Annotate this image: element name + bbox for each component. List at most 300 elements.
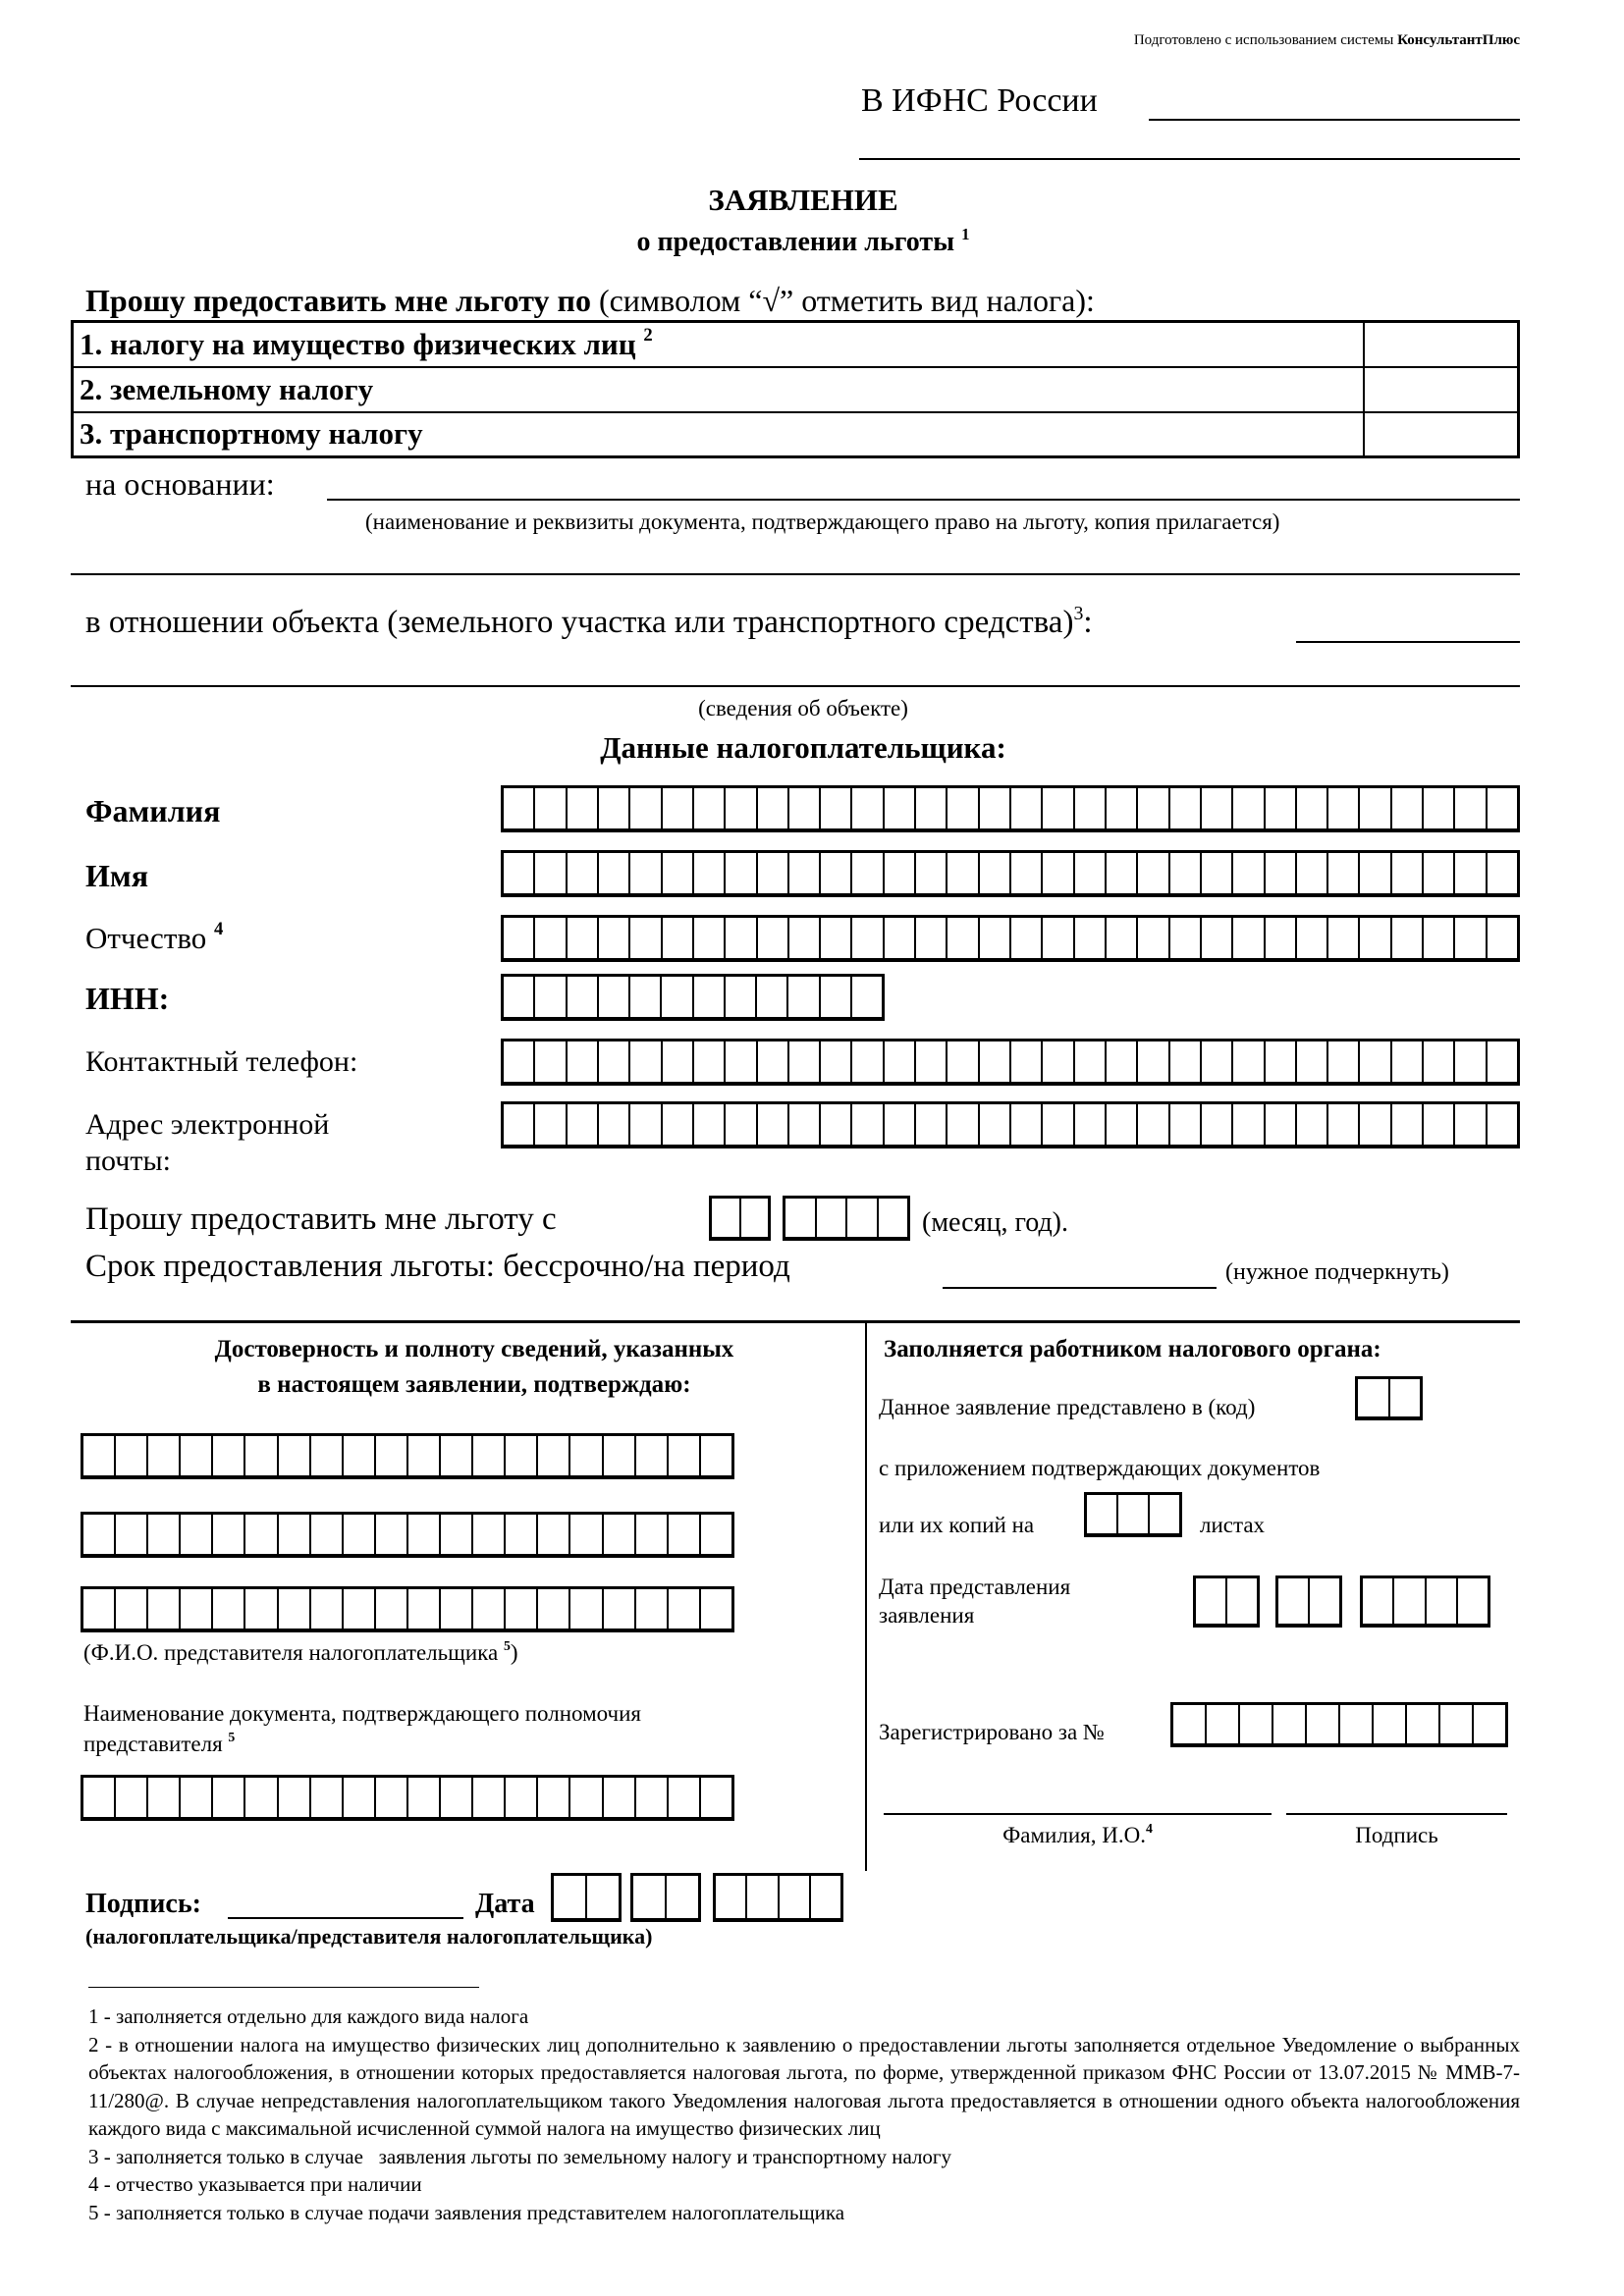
character-cell[interactable] [1266, 1041, 1297, 1082]
character-cell[interactable] [1328, 1041, 1360, 1082]
character-cell[interactable] [726, 1041, 757, 1082]
tax-checkbox-transport[interactable] [1364, 412, 1519, 457]
character-cell[interactable] [538, 1436, 570, 1475]
character-cell[interactable] [758, 1104, 789, 1145]
character-cell[interactable] [1170, 853, 1202, 893]
character-cell[interactable] [279, 1778, 311, 1817]
character-cell[interactable] [1488, 788, 1517, 828]
character-cell[interactable] [408, 1778, 441, 1817]
character-cell[interactable] [538, 1515, 570, 1554]
character-cell[interactable] [376, 1515, 408, 1554]
character-cell[interactable] [1075, 853, 1107, 893]
character-cell[interactable] [441, 1778, 473, 1817]
character-cell[interactable] [1360, 853, 1391, 893]
character-cell[interactable] [1075, 1104, 1107, 1145]
character-cell[interactable] [694, 853, 726, 893]
character-cell[interactable] [1392, 1104, 1424, 1145]
character-cell[interactable] [1488, 918, 1517, 958]
character-cell[interactable] [83, 1778, 116, 1817]
character-cell[interactable] [570, 1515, 603, 1554]
character-cell[interactable] [821, 918, 852, 958]
character-cell[interactable] [916, 1041, 947, 1082]
character-cell[interactable] [821, 788, 852, 828]
representative-doc-input[interactable] [81, 1775, 734, 1821]
character-cell[interactable] [1043, 918, 1074, 958]
character-cell[interactable] [630, 1104, 662, 1145]
character-cell[interactable] [1340, 1705, 1374, 1743]
character-cell[interactable] [245, 1778, 278, 1817]
character-cell[interactable] [311, 1436, 344, 1475]
character-cell[interactable] [758, 918, 789, 958]
character-cell[interactable] [535, 1041, 567, 1082]
character-cell[interactable] [408, 1589, 441, 1629]
character-cell[interactable] [785, 1199, 817, 1237]
character-cell[interactable] [473, 1778, 506, 1817]
character-cell[interactable] [947, 788, 979, 828]
character-cell[interactable] [1297, 918, 1328, 958]
character-cell[interactable] [780, 1876, 811, 1918]
character-cell[interactable] [83, 1436, 116, 1475]
character-cell[interactable] [599, 788, 630, 828]
character-cell[interactable] [885, 853, 916, 893]
character-cell[interactable] [1427, 1578, 1458, 1624]
submitted-code-input[interactable] [1355, 1376, 1423, 1420]
character-cell[interactable] [599, 1104, 630, 1145]
tax-checkbox-property[interactable] [1364, 322, 1519, 367]
character-cell[interactable] [1043, 1104, 1074, 1145]
character-cell[interactable] [1360, 918, 1391, 958]
character-cell[interactable] [630, 1041, 662, 1082]
character-cell[interactable] [726, 788, 757, 828]
character-cell[interactable] [441, 1436, 473, 1475]
character-cell[interactable] [538, 1589, 570, 1629]
character-cell[interactable] [821, 1041, 852, 1082]
character-cell[interactable] [630, 977, 662, 1017]
character-cell[interactable] [535, 977, 567, 1017]
character-cell[interactable] [1087, 1495, 1118, 1533]
date-year-input[interactable] [713, 1873, 843, 1922]
character-cell[interactable] [663, 918, 694, 958]
character-cell[interactable] [535, 853, 567, 893]
character-cell[interactable] [701, 1515, 731, 1554]
character-cell[interactable] [1138, 853, 1169, 893]
character-cell[interactable] [1488, 1041, 1517, 1082]
character-cell[interactable] [980, 853, 1011, 893]
character-cell[interactable] [852, 918, 884, 958]
character-cell[interactable] [916, 918, 947, 958]
character-cell[interactable] [852, 788, 884, 828]
character-cell[interactable] [1297, 1041, 1328, 1082]
character-cell[interactable] [757, 977, 788, 1017]
character-cell[interactable] [916, 1104, 947, 1145]
character-cell[interactable] [1394, 1578, 1426, 1624]
character-cell[interactable] [245, 1436, 278, 1475]
character-cell[interactable] [1266, 788, 1297, 828]
character-cell[interactable] [1170, 1104, 1202, 1145]
character-cell[interactable] [1407, 1705, 1440, 1743]
character-cell[interactable] [1043, 853, 1074, 893]
character-cell[interactable] [1266, 1104, 1297, 1145]
character-cell[interactable] [344, 1778, 376, 1817]
character-cell[interactable] [535, 1104, 567, 1145]
character-cell[interactable] [817, 1199, 848, 1237]
character-cell[interactable] [789, 853, 821, 893]
character-cell[interactable] [694, 1041, 726, 1082]
character-cell[interactable] [568, 1041, 599, 1082]
submission-month-input[interactable] [1275, 1575, 1342, 1628]
character-cell[interactable] [1424, 1104, 1455, 1145]
character-cell[interactable] [441, 1589, 473, 1629]
character-cell[interactable] [821, 1104, 852, 1145]
character-cell[interactable] [726, 853, 757, 893]
character-cell[interactable] [1107, 1104, 1138, 1145]
character-cell[interactable] [980, 1104, 1011, 1145]
basis-field-line-2[interactable] [71, 573, 1520, 575]
object-field-line[interactable] [1296, 641, 1520, 643]
character-cell[interactable] [789, 1104, 821, 1145]
character-cell[interactable] [885, 788, 916, 828]
character-cell[interactable] [504, 1041, 535, 1082]
character-cell[interactable] [213, 1436, 245, 1475]
registration-number-input[interactable] [1170, 1702, 1508, 1747]
character-cell[interactable] [148, 1778, 181, 1817]
character-cell[interactable] [1011, 788, 1043, 828]
character-cell[interactable] [636, 1436, 669, 1475]
character-cell[interactable] [821, 977, 852, 1017]
character-cell[interactable] [376, 1589, 408, 1629]
character-cell[interactable] [1138, 1041, 1169, 1082]
character-cell[interactable] [1297, 788, 1328, 828]
character-cell[interactable] [701, 1589, 731, 1629]
character-cell[interactable] [1488, 853, 1517, 893]
character-cell[interactable] [1043, 788, 1074, 828]
character-cell[interactable] [916, 788, 947, 828]
character-cell[interactable] [821, 853, 852, 893]
character-cell[interactable] [669, 1778, 701, 1817]
character-cell[interactable] [599, 853, 630, 893]
character-cell[interactable] [726, 1104, 757, 1145]
character-cell[interactable] [789, 788, 821, 828]
character-cell[interactable] [1138, 788, 1169, 828]
character-cell[interactable] [1150, 1495, 1179, 1533]
character-cell[interactable] [1107, 853, 1138, 893]
character-cell[interactable] [630, 788, 662, 828]
character-cell[interactable] [1390, 1379, 1421, 1416]
character-cell[interactable] [1233, 1104, 1265, 1145]
character-cell[interactable] [636, 1515, 669, 1554]
character-cell[interactable] [701, 1436, 731, 1475]
character-cell[interactable] [604, 1778, 636, 1817]
character-cell[interactable] [747, 1876, 779, 1918]
character-cell[interactable] [1011, 853, 1043, 893]
term-period-line[interactable] [943, 1287, 1217, 1289]
character-cell[interactable] [408, 1515, 441, 1554]
representative-fio-input-3[interactable] [81, 1586, 734, 1632]
character-cell[interactable] [789, 918, 821, 958]
character-cell[interactable] [669, 1589, 701, 1629]
tax-checkbox-land[interactable] [1364, 367, 1519, 412]
character-cell[interactable] [604, 1515, 636, 1554]
character-cell[interactable] [1273, 1705, 1307, 1743]
character-cell[interactable] [758, 1041, 789, 1082]
character-cell[interactable] [947, 1041, 979, 1082]
character-cell[interactable] [116, 1778, 148, 1817]
character-cell[interactable] [504, 918, 535, 958]
character-cell[interactable] [1455, 788, 1487, 828]
character-cell[interactable] [852, 853, 884, 893]
character-cell[interactable] [1455, 1104, 1487, 1145]
character-cell[interactable] [344, 1589, 376, 1629]
character-cell[interactable] [1011, 1104, 1043, 1145]
character-cell[interactable] [83, 1515, 116, 1554]
character-cell[interactable] [789, 1041, 821, 1082]
character-cell[interactable] [245, 1515, 278, 1554]
character-cell[interactable] [1392, 1041, 1424, 1082]
character-cell[interactable] [506, 1515, 538, 1554]
character-cell[interactable] [213, 1589, 245, 1629]
character-cell[interactable] [1458, 1578, 1488, 1624]
character-cell[interactable] [570, 1589, 603, 1629]
character-cell[interactable] [344, 1515, 376, 1554]
character-cell[interactable] [568, 918, 599, 958]
character-cell[interactable] [506, 1436, 538, 1475]
character-cell[interactable] [1266, 918, 1297, 958]
character-cell[interactable] [1170, 1041, 1202, 1082]
character-cell[interactable] [1392, 788, 1424, 828]
character-cell[interactable] [83, 1589, 116, 1629]
character-cell[interactable] [1297, 1104, 1328, 1145]
submission-year-input[interactable] [1360, 1575, 1490, 1628]
character-cell[interactable] [554, 1876, 587, 1918]
character-cell[interactable] [1043, 1041, 1074, 1082]
phone-input[interactable] [501, 1039, 1520, 1086]
character-cell[interactable] [568, 1104, 599, 1145]
character-cell[interactable] [1328, 788, 1360, 828]
character-cell[interactable] [633, 1876, 667, 1918]
character-cell[interactable] [1455, 918, 1487, 958]
email-input[interactable] [501, 1101, 1520, 1148]
character-cell[interactable] [1424, 853, 1455, 893]
character-cell[interactable] [1455, 1041, 1487, 1082]
character-cell[interactable] [1202, 853, 1233, 893]
character-cell[interactable] [279, 1589, 311, 1629]
character-cell[interactable] [741, 1199, 769, 1237]
character-cell[interactable] [1227, 1578, 1257, 1624]
character-cell[interactable] [1474, 1705, 1505, 1743]
character-cell[interactable] [604, 1589, 636, 1629]
character-cell[interactable] [1011, 918, 1043, 958]
character-cell[interactable] [473, 1589, 506, 1629]
character-cell[interactable] [504, 853, 535, 893]
character-cell[interactable] [213, 1515, 245, 1554]
character-cell[interactable] [701, 1778, 731, 1817]
character-cell[interactable] [852, 977, 882, 1017]
character-cell[interactable] [1233, 918, 1265, 958]
character-cell[interactable] [148, 1515, 181, 1554]
character-cell[interactable] [1440, 1705, 1474, 1743]
signature-line[interactable] [228, 1917, 463, 1919]
character-cell[interactable] [604, 1436, 636, 1475]
submission-day-input[interactable] [1193, 1575, 1260, 1628]
character-cell[interactable] [311, 1778, 344, 1817]
character-cell[interactable] [694, 918, 726, 958]
character-cell[interactable] [663, 1041, 694, 1082]
date-day-input[interactable] [551, 1873, 622, 1922]
character-cell[interactable] [1358, 1379, 1390, 1416]
representative-fio-input-1[interactable] [81, 1433, 734, 1479]
character-cell[interactable] [980, 918, 1011, 958]
character-cell[interactable] [669, 1515, 701, 1554]
character-cell[interactable] [630, 918, 662, 958]
character-cell[interactable] [788, 977, 820, 1017]
character-cell[interactable] [504, 788, 535, 828]
character-cell[interactable] [1207, 1705, 1240, 1743]
character-cell[interactable] [311, 1515, 344, 1554]
character-cell[interactable] [181, 1778, 213, 1817]
character-cell[interactable] [568, 853, 599, 893]
character-cell[interactable] [568, 788, 599, 828]
character-cell[interactable] [663, 788, 694, 828]
character-cell[interactable] [811, 1876, 840, 1918]
character-cell[interactable] [1075, 918, 1107, 958]
recipient-field-line[interactable] [1149, 119, 1520, 121]
character-cell[interactable] [1328, 1104, 1360, 1145]
character-cell[interactable] [504, 1104, 535, 1145]
character-cell[interactable] [506, 1589, 538, 1629]
character-cell[interactable] [1424, 1041, 1455, 1082]
character-cell[interactable] [376, 1436, 408, 1475]
character-cell[interactable] [947, 1104, 979, 1145]
character-cell[interactable] [852, 1041, 884, 1082]
character-cell[interactable] [376, 1778, 408, 1817]
character-cell[interactable] [1360, 1041, 1391, 1082]
character-cell[interactable] [1424, 788, 1455, 828]
character-cell[interactable] [1107, 788, 1138, 828]
character-cell[interactable] [1310, 1578, 1339, 1624]
character-cell[interactable] [1360, 1104, 1391, 1145]
character-cell[interactable] [181, 1436, 213, 1475]
character-cell[interactable] [568, 977, 599, 1017]
character-cell[interactable] [1202, 1104, 1233, 1145]
character-cell[interactable] [1170, 788, 1202, 828]
character-cell[interactable] [181, 1515, 213, 1554]
character-cell[interactable] [279, 1515, 311, 1554]
character-cell[interactable] [1107, 918, 1138, 958]
character-cell[interactable] [535, 918, 567, 958]
character-cell[interactable] [662, 977, 693, 1017]
date-month-input[interactable] [630, 1873, 701, 1922]
start-month-input[interactable] [709, 1196, 771, 1241]
character-cell[interactable] [213, 1778, 245, 1817]
representative-fio-input-2[interactable] [81, 1512, 734, 1558]
character-cell[interactable] [1011, 1041, 1043, 1082]
character-cell[interactable] [980, 788, 1011, 828]
character-cell[interactable] [716, 1876, 747, 1918]
character-cell[interactable] [1202, 918, 1233, 958]
character-cell[interactable] [636, 1778, 669, 1817]
character-cell[interactable] [1363, 1578, 1394, 1624]
character-cell[interactable] [148, 1436, 181, 1475]
character-cell[interactable] [599, 1041, 630, 1082]
character-cell[interactable] [1170, 918, 1202, 958]
character-cell[interactable] [726, 977, 757, 1017]
character-cell[interactable] [694, 977, 726, 1017]
character-cell[interactable] [636, 1589, 669, 1629]
character-cell[interactable] [663, 853, 694, 893]
character-cell[interactable] [148, 1589, 181, 1629]
character-cell[interactable] [116, 1589, 148, 1629]
character-cell[interactable] [473, 1515, 506, 1554]
character-cell[interactable] [1075, 1041, 1107, 1082]
character-cell[interactable] [847, 1199, 879, 1237]
character-cell[interactable] [1392, 918, 1424, 958]
character-cell[interactable] [116, 1436, 148, 1475]
character-cell[interactable] [758, 788, 789, 828]
character-cell[interactable] [694, 788, 726, 828]
character-cell[interactable] [669, 1436, 701, 1475]
character-cell[interactable] [116, 1515, 148, 1554]
character-cell[interactable] [570, 1436, 603, 1475]
basis-field-line[interactable] [327, 499, 1520, 501]
character-cell[interactable] [712, 1199, 741, 1237]
character-cell[interactable] [441, 1515, 473, 1554]
character-cell[interactable] [885, 918, 916, 958]
character-cell[interactable] [980, 1041, 1011, 1082]
character-cell[interactable] [916, 853, 947, 893]
officer-fio-line[interactable] [884, 1813, 1272, 1815]
patronymic-input[interactable] [501, 915, 1520, 962]
character-cell[interactable] [1173, 1705, 1207, 1743]
character-cell[interactable] [667, 1876, 698, 1918]
character-cell[interactable] [1233, 788, 1265, 828]
character-cell[interactable] [1328, 918, 1360, 958]
inn-input[interactable] [501, 974, 885, 1021]
character-cell[interactable] [538, 1778, 570, 1817]
character-cell[interactable] [506, 1778, 538, 1817]
surname-input[interactable] [501, 785, 1520, 832]
character-cell[interactable] [694, 1104, 726, 1145]
object-field-line-2[interactable] [71, 685, 1520, 687]
character-cell[interactable] [885, 1104, 916, 1145]
character-cell[interactable] [1392, 853, 1424, 893]
character-cell[interactable] [885, 1041, 916, 1082]
character-cell[interactable] [535, 788, 567, 828]
character-cell[interactable] [879, 1199, 908, 1237]
name-input[interactable] [501, 850, 1520, 897]
character-cell[interactable] [1328, 853, 1360, 893]
character-cell[interactable] [947, 853, 979, 893]
character-cell[interactable] [1455, 853, 1487, 893]
character-cell[interactable] [1202, 1041, 1233, 1082]
character-cell[interactable] [1233, 853, 1265, 893]
character-cell[interactable] [599, 918, 630, 958]
character-cell[interactable] [1488, 1104, 1517, 1145]
character-cell[interactable] [1138, 918, 1169, 958]
officer-signature-line[interactable] [1286, 1813, 1507, 1815]
character-cell[interactable] [1196, 1578, 1227, 1624]
character-cell[interactable] [1297, 853, 1328, 893]
character-cell[interactable] [1202, 788, 1233, 828]
character-cell[interactable] [408, 1436, 441, 1475]
character-cell[interactable] [663, 1104, 694, 1145]
character-cell[interactable] [1075, 788, 1107, 828]
character-cell[interactable] [1307, 1705, 1340, 1743]
character-cell[interactable] [1266, 853, 1297, 893]
character-cell[interactable] [570, 1778, 603, 1817]
character-cell[interactable] [1138, 1104, 1169, 1145]
character-cell[interactable] [599, 977, 630, 1017]
character-cell[interactable] [1278, 1578, 1310, 1624]
